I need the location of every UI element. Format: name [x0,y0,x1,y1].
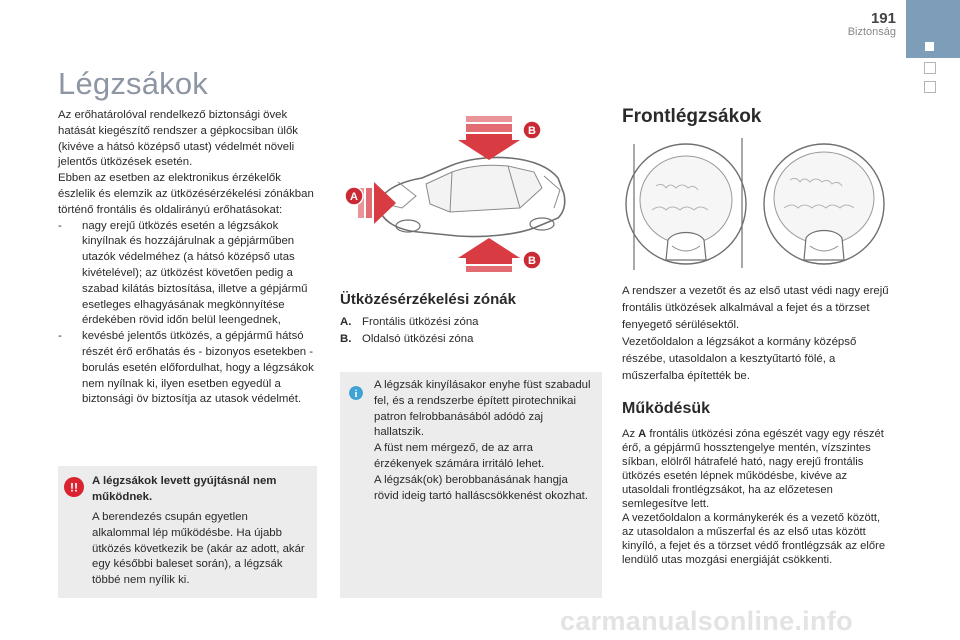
info-icon [349,386,363,400]
info-text: A légzsák kinyílásakor enyhe füst szabadul fel, és a rendszerbe épített pirotechnikai patron felrobbanásából adódó zaj hallatszik. A füst nem mérgező, de az arra érzékenyek számára irritáló lehet. A légzsák(ok) berobbanásának hangja rövid ideig tartó halláscsökkenést okozhat. [374,379,591,502]
front-airbags-text [622,283,890,385]
label-b-bottom-icon [523,251,541,269]
zone-key: B. [340,333,352,345]
list-item [58,219,320,330]
zone-key: A. [340,316,352,328]
warning-icon [64,477,84,497]
car-zones-diagram [338,108,606,280]
label-b: B [528,255,536,267]
operation-body: frontális ütközési zóna egészét vagy egy részét érő, a gépjármű hossztengelye mentén, vízszintes síkban, elölről hátrafelé ható, nagy erejű frontális ütközés esetén lépnek működésbe, kivéve az utasoldali frontlégzsákot, ha az előzetesen semlegesítve lett. [622,428,884,510]
front-airbags-illustration [620,134,890,276]
watermark: carmanualsonline.info [560,606,853,636]
intro-paragraph: Ebben az esetben az elektronikus érzékelők észlelik és elemzik az ütközésérzékelési zónákban történő frontális és oldalirányú erőhatásokat: [58,172,314,216]
operation-prefix: Az [622,428,639,440]
operation-title: Működésük [622,400,711,417]
warning-title: A légzsákok levett gyújtásnál nem működnek. [92,475,277,503]
list-item [340,331,479,348]
tab-marker-icon [925,42,934,51]
label-a: A [350,191,358,203]
label-a-icon [345,187,363,205]
zones-list [340,314,479,348]
section-name: Biztonság [847,26,896,38]
tab-outline-icon [924,62,936,74]
front-paragraph: A rendszer a vezetőt és az első utast védi nagy erejű frontális ütközések alkalmával a fejet és a törzset fenyegető sérülésektől. [622,285,889,331]
label-b-top-icon [523,121,541,139]
front-airbags-title: Frontlégzsákok [622,106,762,127]
bullet-text: kevésbé jelentős ütközés, a gépjármű hátsó részét érő erőhatás és - bizonyos esetekben - borulás esetén előfordulhat, hogy a légzsákok nem nyílnak ki, ilyen esetben egyedül a biztonsági öv biztosítja az utasok védelmét. [82,330,314,406]
intro-paragraph: Az erőhatárolóval rendelkező biztonsági övek hatását kiegészítő rendszer a gépkocsiban ülők (kivéve a hátsó középső utast) védelmét növeli jelentős ütközések esetén. [58,109,298,169]
warning-text: A berendezés csupán egyetlen alkalommal lép működésbe. Ha újabb ütközés következik be (akár az adott, akár egy későbbi baleset során), a légzsák többé nem nyílik ki. [92,511,305,587]
info-symbol: i [354,389,358,400]
intro-text [58,108,320,408]
operation-text [622,427,888,567]
operation-paragraph: A vezetőoldalon a kormánykerék és a vezető között, az utasoldalon a műszerfal és az első utas között kinyíló, a fejet és a törzset védő frontlégzsák az előre lendülő utas mozgási energiáját csökkenti. [622,512,886,566]
zone-b-bottom-arrows [458,238,520,272]
front-paragraph: Vezetőoldalon a légzsákot a kormány középső részébe, utasoldalon a kesztyűtartó fölé, a műszerfalba építették be. [622,336,857,382]
bullet-dash: - [58,219,62,232]
page-number: 191 [870,10,896,27]
operation-key: A [638,428,647,440]
page-title: Légzsákok [58,66,209,101]
label-b: B [528,125,536,137]
warning-symbol: !! [70,480,78,495]
bullet-text: nagy erejű ütközés esetén a légzsákok kinyílnak és hozzájárulnak a gépjárműben utazók védelméhez (a hátsó középső utas kivételével); az ütközést követően pedig a szabad kilátás biztosítása, illetve a gépjármű esetleges elhagyásának megkönnyítése érdekében rövid időn belül leengednek, [82,219,308,327]
zone-text: Frontális ütközési zóna [362,316,479,328]
bullet-dash: - [58,330,62,343]
zone-b-top-arrows [458,116,520,160]
list-item [340,314,479,331]
zones-title: Ütközésérzékelési zónák [340,291,516,308]
list-item [58,329,320,408]
operation-paragraph [622,427,888,511]
zone-text: Oldalsó ütközési zóna [362,333,474,345]
tab-outline-icon [924,81,936,93]
